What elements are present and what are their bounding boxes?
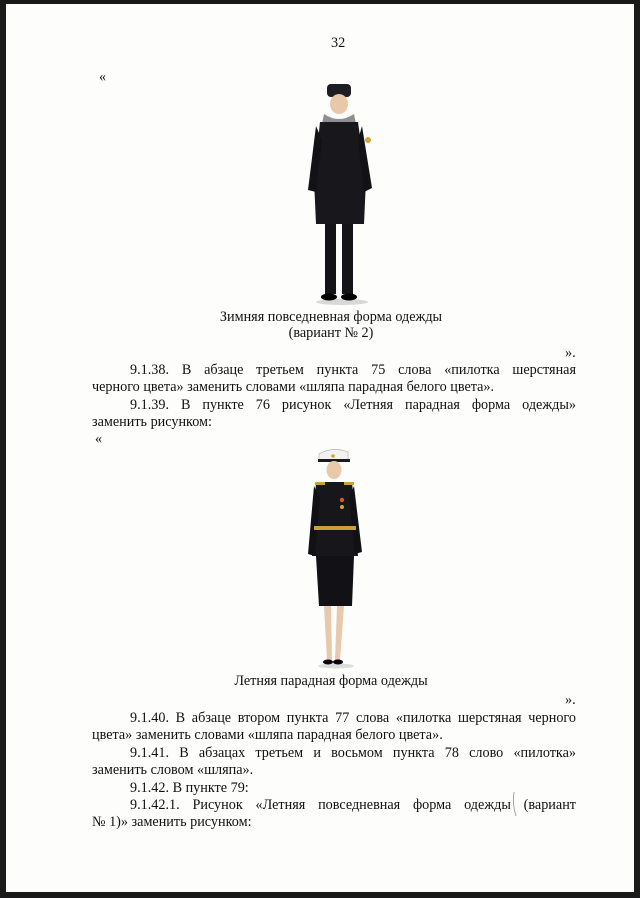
winter-uniform-figure: [296, 80, 386, 310]
paragraph-9-1-42-1-line1: 9.1.42.1. Рисунок «Летняя повседневная форма одежды (вариант: [130, 797, 576, 813]
opening-quote-1: «: [99, 69, 107, 85]
paragraph-9-1-40-line1: 9.1.40. В абзаце втором пункта 77 слова «пилотка шерстяная черного: [130, 710, 576, 726]
figure-1-caption-line2: (вариант № 2): [288, 325, 374, 341]
document-page: [6, 4, 634, 892]
paragraph-9-1-39-line2: заменить рисунком:: [92, 414, 212, 430]
paragraph-9-1-42-1-line2: № 1)» заменить рисунком:: [92, 814, 252, 830]
paragraph-9-1-42-line1: 9.1.42. В пункте 79:: [130, 780, 249, 796]
paragraph-9-1-38-line2: черного цвета» заменить словами «шляпа парадная белого цвета».: [92, 379, 495, 395]
paragraph-9-1-40-line2: цвета» заменить словами «шляпа парадная белого цвета».: [92, 727, 443, 743]
paragraph-9-1-39-line1: 9.1.39. В пункте 76 рисунок «Летняя парадная форма одежды»: [130, 397, 576, 413]
closing-quote-2: ».: [565, 692, 576, 708]
figure-2-caption: Летняя парадная форма одежды: [234, 673, 428, 689]
paragraph-9-1-38-line1: 9.1.38. В абзаце третьем пункта 75 слова «пилотка шерстяная: [130, 362, 576, 378]
closing-quote-1: ».: [565, 345, 576, 361]
figure-1-caption-line1: Зимняя повседневная форма одежды: [219, 309, 443, 325]
paragraph-9-1-41-line2: заменить словом «шляпа».: [92, 762, 254, 778]
summer-parade-uniform-figure: [302, 446, 372, 672]
pen-mark: [510, 790, 530, 820]
opening-quote-2: «: [95, 431, 103, 447]
paragraph-9-1-41-line1: 9.1.41. В абзацах третьем и восьмом пункта 78 слово «пилотка»: [130, 745, 576, 761]
page-number: 32: [331, 35, 346, 51]
